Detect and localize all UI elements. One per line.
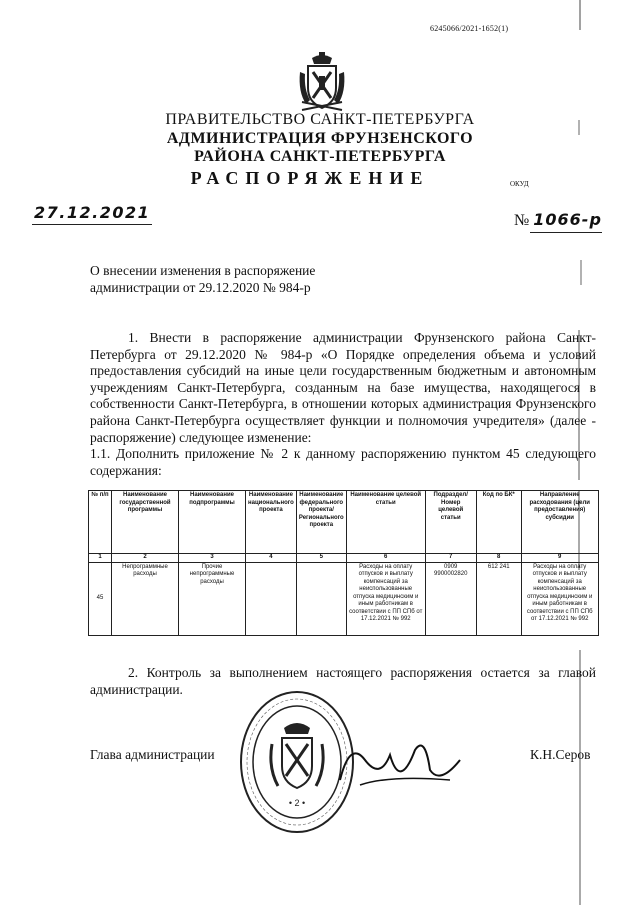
cell-program: Непрограммные расходы — [112, 562, 179, 635]
document-subject: О внесении изменения в распоряжение администрации от 29.12.2020 № 984-р — [90, 263, 316, 295]
paragraph-1-text: 1. Внести в распоряжение администрации Фрунзенского района Санкт-Петербурга от 29.12.2020 № 984-р «О Порядке определения объема и условий предоставления субсидий на иные цели государственным бюджетным и автономным учреждениям Санкт-Петербурга, созданным на базе имущества, находящегося в собственности Санкт-Петербурга, в отношении которых администрация Фрунзенского района Санкт-Петербурга осуществляет функции и полномочия учредителя» (далее - распоряжение) следующее изменение: — [90, 330, 596, 445]
header-district: РАЙОНА САНКТ-ПЕТЕРБУРГА — [194, 148, 446, 165]
th-program: Наименование государственной программы — [112, 491, 179, 554]
table-row — [89, 562, 599, 635]
col-num-8: 8 — [476, 554, 521, 563]
handwritten-signature — [330, 730, 470, 800]
cell-code: 0909 9900002820 — [425, 562, 476, 635]
col-num-1: 1 — [89, 554, 112, 563]
cell-num: 45 — [89, 562, 112, 635]
col-num-7: 7 — [425, 554, 476, 563]
col-num-5: 5 — [296, 554, 346, 563]
header-administration: АДМИНИСТРАЦИЯ ФРУНЗЕНСКОГО — [166, 130, 474, 147]
th-national: Наименование национального проекта — [246, 491, 297, 554]
cell-target: Расходы на оплату отпусков и выплату компенсаций за неиспользованные отпуска медицинским и иным работникам в соответствии с ПП СПб от 17.12.2021 № 992 — [346, 562, 425, 635]
th-subprogram: Наименование подпрограммы — [179, 491, 246, 554]
th-num: № п/п — [89, 491, 112, 554]
signatory-position: Глава администрации — [90, 747, 215, 762]
cell-direction: Расходы на оплату отпусков и выплату компенсаций за неиспользованные отпуска медицинским и иным работникам в соответствии с ПП СПб от 17.12.2021 № 992 — [521, 562, 598, 635]
col-num-2: 2 — [112, 554, 179, 563]
col-num-6: 6 — [346, 554, 425, 563]
paragraph-1-1-text: 1.1. Дополнить приложение № 2 к данному распоряжению пунктом 45 следующего содержания: — [90, 446, 596, 478]
col-num-3: 3 — [179, 554, 246, 563]
table-header-row — [89, 491, 599, 554]
okud-label: ОКУД — [510, 180, 529, 188]
document-id: 6245066/2021-1652(1) — [430, 24, 509, 33]
number-sign: № — [514, 212, 530, 229]
document-type-title: РАСПОРЯЖЕНИЕ — [190, 168, 430, 188]
th-kbk: Код по БК* — [476, 491, 521, 554]
header-government: ПРАВИТЕЛЬСТВО САНКТ-ПЕТЕРБУРГА — [165, 111, 475, 128]
table-number-row — [89, 554, 599, 563]
paragraph-2: 2. Контроль за выполнением настоящего распоряжения остается за главой администрации. — [90, 665, 596, 697]
svg-text:• 2 •: • 2 • — [288, 798, 306, 808]
date-underline — [32, 224, 152, 225]
appendix-table — [88, 490, 599, 636]
signatory-name: К.Н.Серов — [530, 747, 591, 762]
number-underline — [530, 232, 602, 233]
cell-kbk: 612 241 — [476, 562, 521, 635]
col-num-9: 9 — [521, 554, 598, 563]
th-federal: Наименование федерального проекта/ Регионального проекта — [296, 491, 346, 554]
th-code: Подраздел/ Номер целевой статьи — [425, 491, 476, 554]
th-target: Наименование целевой статьи — [346, 491, 425, 554]
document-date: 27.12.2021 — [34, 203, 151, 222]
cell-federal — [296, 562, 346, 635]
th-direction: Направление расходования (цели предоставления) субсидии — [521, 491, 598, 554]
paragraph-1 — [90, 330, 596, 479]
cell-subprogram: Прочие непрограммные расходы — [179, 562, 246, 635]
document-number — [514, 210, 602, 230]
cell-national — [246, 562, 297, 635]
coat-of-arms-emblem — [296, 52, 348, 114]
number-value: 1066-р — [533, 210, 602, 229]
col-num-4: 4 — [246, 554, 297, 563]
